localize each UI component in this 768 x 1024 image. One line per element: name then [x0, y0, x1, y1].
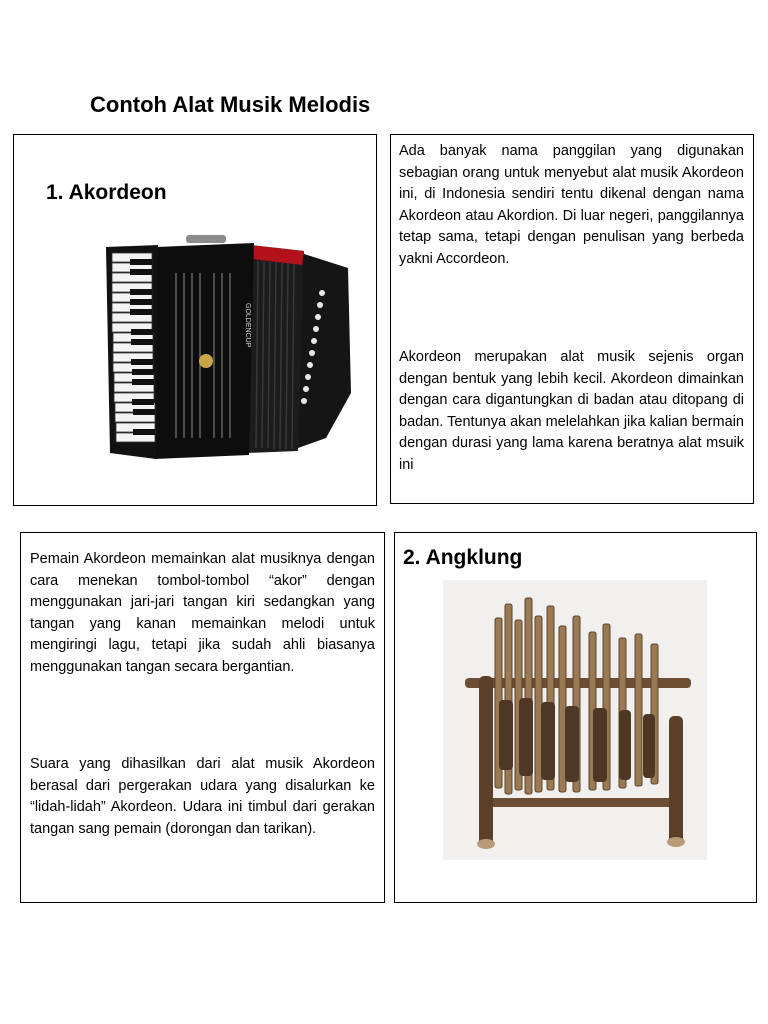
accordion-bass-side	[298, 253, 351, 448]
akordeon-paragraph-4: Suara yang dihasilkan dari alat musik Akordeon berasal dari pergerakan udara yang disalurkan ke “lidah-lidah” Akordeon. Udara ini timbul dari gerakan tangan sang pemain (dorongan dan tarikan).	[30, 756, 375, 837]
accordion-handle	[186, 235, 226, 243]
angklung-heading: 2. Angklung	[403, 546, 523, 569]
accordion-brand-text: GOLDENCUP	[244, 303, 251, 348]
accordion-photo	[86, 233, 358, 465]
accordion-emblem	[199, 354, 213, 368]
akordeon-paragraph-1: Ada banyak nama panggilan yang digunakan sebagian orang untuk menyebut alat musik Akordeon ini, di Indonesia sendiri tentu dikenal dengan nama Akordeon atau Akordion. Di luar negeri, panggilannya tetap sama, tetapi dengan penulisan yang berbeda yakni Accordeon.	[399, 143, 744, 267]
akordeon-paragraph-2: Akordeon merupakan alat musik sejenis organ dengan bentuk yang lebih kecil. Akordeon dimainkan dengan cara digantungkan di badan atau ditopang di badan. Tentunya akan melelahkan jika kalian bermain dengan durasi yang lama karena beratnya alat msuik ini	[399, 349, 744, 473]
page-title: Contoh Alat Musik Melodis	[90, 92, 371, 117]
akordeon-card	[13, 134, 377, 506]
angklung-frame-bottom	[483, 798, 683, 807]
akordeon-paragraph-3: Pemain Akordeon memainkan alat musiknya dengan cara menekan tombol-tombol “akor” dengan menggunakan jari-jari tangan kiri sedangkan yang tangan yang kanan memainkan melodi untuk mengiringi lagu, tetapi jika sudah ahli biasanya menggunakan tangan secara bergantian.	[30, 551, 375, 675]
angklung-post-right	[669, 716, 683, 844]
angklung-card	[394, 532, 757, 903]
accordion-body	[154, 243, 254, 459]
akordeon-playing-card	[20, 532, 385, 903]
angklung-post-left	[479, 676, 493, 846]
akordeon-description-card	[390, 134, 754, 504]
akordeon-heading: 1. Akordeon	[46, 181, 167, 204]
angklung-photo	[443, 580, 707, 860]
